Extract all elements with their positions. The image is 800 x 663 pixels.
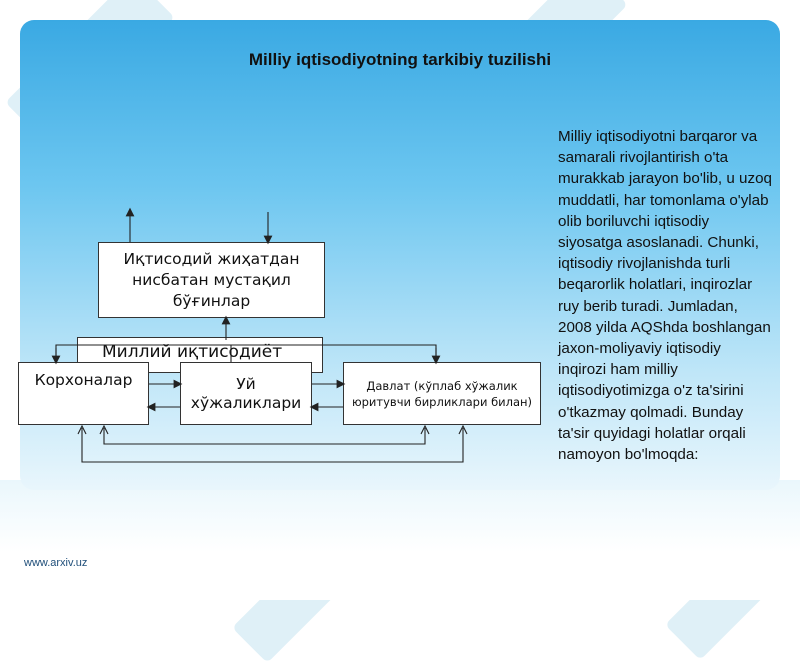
body-text: Milliy iqtisodiyotni barqaror va samarali rivojlantirish o'ta murakkab jarayon bo'lib, u uzoq muddatli, har tomonlama o'ylab olib boriluvchi iqtisodiy siyosatga asoslanadi. Chunki, iqtisodiy rivojlanishda turli beqarorlik holatlari, inqirozlar ruy berib turadi. Jumladan, 2008 yilda AQShda boshlangan jaxon-moliyaviy iqtisodiy inqirozi ham milliy iqtisodiyotimizga o'z ta'sirini o'tkazmay qolmadi. Bunday ta'sir quyidagi holatlar orqali namoyon bo'lmoqda: bbox=[558, 128, 772, 464]
box-independent-units-label: Иқтисодий жиҳатдан нисбатан мустақил бўғинлар bbox=[123, 249, 300, 310]
box-households-label: Уй хўжаликлари bbox=[190, 374, 302, 412]
box-state-label: Давлат (кўплаб хўжалик юритувчи бирликлари билан) bbox=[351, 378, 533, 409]
loop-inner bbox=[104, 428, 425, 444]
box-enterprises-label: Корхоналар bbox=[34, 371, 133, 389]
box-national-economy-label: Миллий иқтисодиёт bbox=[102, 342, 283, 362]
connector-top bbox=[56, 345, 436, 360]
loop-outer bbox=[82, 428, 463, 462]
slide-title: Milliy iqtisodiyotning tarkibiy tuzilishi bbox=[248, 50, 552, 69]
footer-link[interactable]: www.arxiv.uz bbox=[24, 557, 88, 569]
